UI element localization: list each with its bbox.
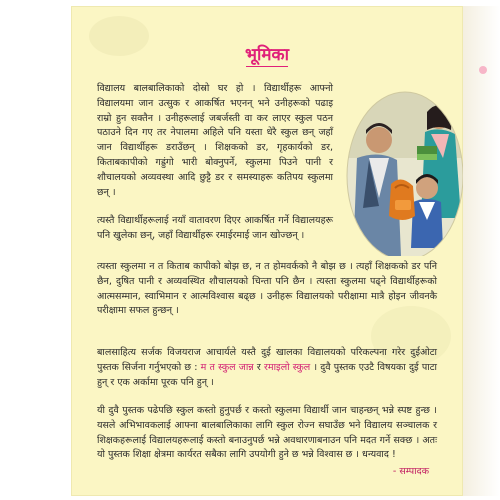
title-underline bbox=[246, 66, 288, 67]
conjunction: र bbox=[256, 361, 261, 373]
family-illustration bbox=[339, 88, 463, 256]
paragraph-5: यी दुवै पुस्तक पढेपछि स्कुल कस्तो हुनुपर्छ र कस्तो स्कुलमा विद्यार्थी जान चाहन्छन् भन्ने स्पष्ट हुन्छ । यसले अभिभावकलाई आफ्ना बालबालिकाका लागि स्कुल रोज्न सघाउँछ भने विद्यालय सञ्चालक र शिक्षकहरूलाई विद्यालयहरूलाई कस्तो बनाउनुपर्छ भन्ने अवधारणाबनाउन पनि मदत गर्ने सक्छ । अतः यो पुस्तक शिक्षा क्षेत्रमा कार्यरत सबैका लागि उपयोगी हुने छ भन्ने विश्वास छ । धन्यवाद ! bbox=[97, 405, 437, 461]
book-title-2: रमाइलो स्कुल bbox=[264, 361, 311, 373]
pink-spot-decoration bbox=[479, 66, 487, 74]
paragraph-1: विद्यालय बालबालिकाको दोस्रो घर हो । विद्यार्थीहरू आफ्नो विद्यालयमा जान उत्सुक र आकर्षित भएनन् भने उनीहरूको पढाइ राम्रो हुन सक्तैन । उनीहरूलाई जबर्जस्ती वा कर लाएर स्कुल पठन पठाउने दिन गए तर नेपालमा अहिले पनि यस्ता धेरै स्कुल छन् जहाँ जान विद्यार्थीहरू डराउँछन् । शिक्षकको डर, गृहकार्यको डर, किताबकापीको गह्रुंगो भारी बोक्नुपर्ने, स्कुलमा पिउने पानी र शौचालयको अव्यवस्था आदि छुट्टै डर र समस्याहरू कतिपय स्कुलमा छन् । bbox=[97, 83, 333, 198]
paragraph-4-intro: बालसाहित्य सर्जक विजयराज आचार्यले यस्तै दुई खालका विद्यालयको परिकल्पना गरेर दुईओटा पुस्तक सिर्जना गर्नुभएको छ : bbox=[97, 347, 437, 373]
paragraph-4-outro: । दुवै पुस्तक एउटै विषयका दुई पाटा हुन् र एक अर्कामा पूरक पनि हुन् । bbox=[97, 361, 437, 388]
page-title: भूमिका bbox=[245, 45, 289, 65]
book-page bbox=[71, 6, 463, 496]
paragraph-3: त्यस्ता स्कुलमा न त किताब कापीको बोझ छ, न त होमवर्कको नै बोझ छ । त्यहाँ शिक्षकको डर पनि छैन, दुषित पानी र अव्यवस्थित शौचालयको चिन्ता पनि छैन । त्यस्ता स्कुलमा पढ्ने विद्यार्थीहरूको आत्मसम्मान, स्वाभिमान र आत्मविश्वास बढ्छ । उनीहरू विद्यालयको परीक्षामा मात्रै होइन जीवनकै परीक्षामा सफल हुन्छन् । bbox=[97, 261, 437, 317]
book-title-1: म त स्कुल जान्न bbox=[200, 361, 254, 373]
editor-signature: - सम्पादक bbox=[392, 466, 429, 477]
paragraph-2: त्यस्तै विद्यार्थीहरूलाई नयाँ वातावरण दिएर आकर्षित गर्ने विद्यालयहरू पनि खुलेका छन्, जहाँ विद्यार्थीहरू रमाईरमाई जान खोज्छन् । bbox=[97, 215, 333, 241]
paragraph-4 bbox=[97, 346, 437, 390]
adjacent-page-edge bbox=[463, 6, 500, 496]
